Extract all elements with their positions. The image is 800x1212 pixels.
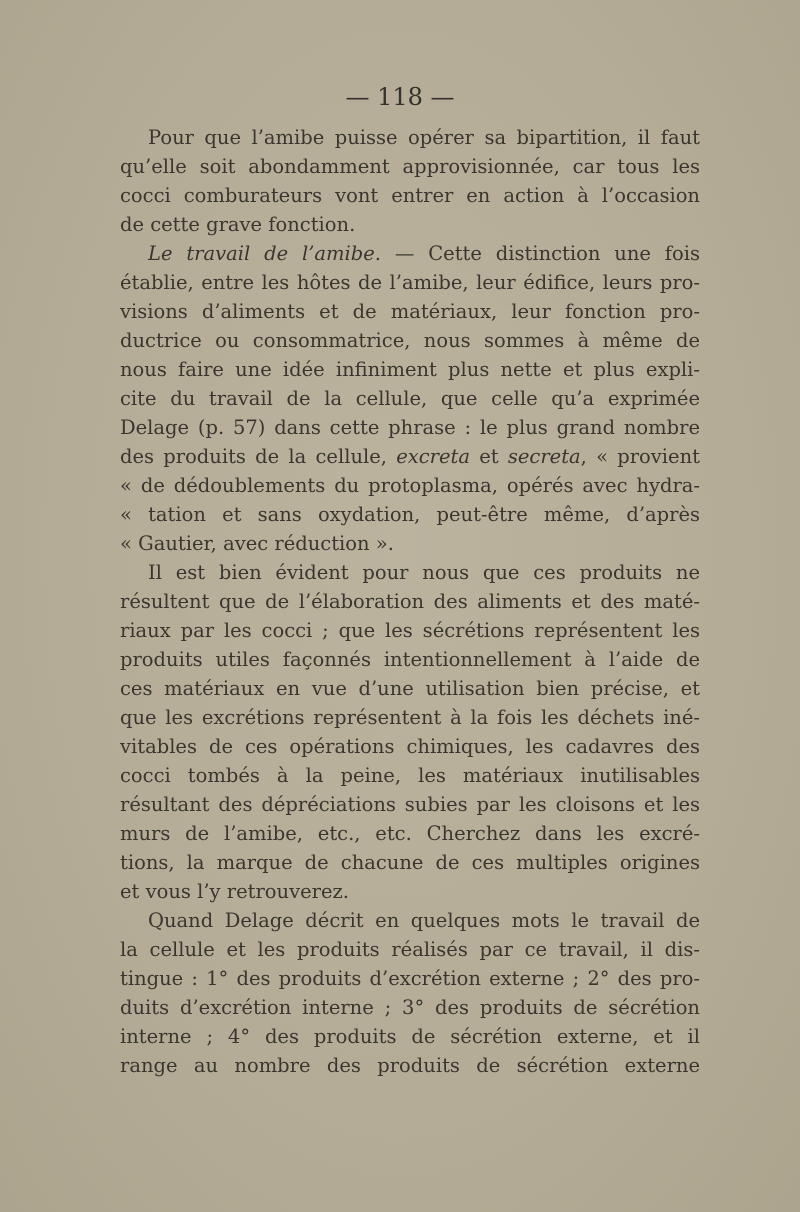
- page-number: — 118 —: [345, 83, 455, 111]
- text-line: Delage (p. 57) dans cette phrase : le plus grand nombre: [120, 416, 700, 439]
- text-line: établie, entre les hôtes de l’amibe, leur édifice, leurs pro-: [120, 271, 700, 294]
- text-line: résultent que de l’élaboration des aliments et des maté-: [120, 590, 700, 613]
- text-segment: et: [470, 445, 508, 468]
- text-line: cocci tombés à la peine, les matériaux inutilisables: [120, 764, 700, 787]
- text-line: Pour que l’amibe puisse opérer sa bipartition, il faut: [148, 126, 700, 149]
- text-line: « tation et sans oxydation, peut-être même, d’après: [120, 503, 700, 526]
- text-line: tions, la marque de chacune de ces multiples origines: [120, 851, 700, 874]
- text-line: ductrice ou consommatrice, nous sommes à même de: [120, 329, 700, 352]
- text-segment: — Cette distinction une fois: [381, 242, 701, 265]
- text-line: qu’elle soit abondamment approvisionnée, car tous les: [120, 155, 700, 178]
- text-line: riaux par les cocci ; que les sécrétions représentent les: [120, 619, 700, 642]
- text-line: range au nombre des produits de sécrétion externe: [120, 1054, 700, 1077]
- text-line: ces matériaux en vue d’une utilisation bien précise, et: [120, 677, 700, 700]
- text-line: Il est bien évident pour nous que ces produits ne: [148, 561, 700, 584]
- text-line: nous faire une idée infiniment plus nette et plus expli-: [120, 358, 700, 381]
- text-line: duits d’excrétion interne ; 3° des produits de sécrétion: [120, 996, 700, 1019]
- italic-text: secreta: [507, 445, 581, 468]
- text-line: vitables de ces opérations chimiques, les cadavres des: [120, 735, 700, 758]
- text-line: cite du travail de la cellule, que celle qu’a exprimée: [120, 387, 700, 410]
- text-line: cocci comburateurs vont entrer en action à l’occasion: [120, 184, 700, 207]
- text-line: produits utiles façonnés intentionnellement à l’aide de: [120, 648, 700, 671]
- text-line: « de dédoublements du protoplasma, opérés avec hydra-: [120, 474, 700, 497]
- text-line: résultant des dépréciations subies par les cloisons et les: [120, 793, 700, 816]
- text-line: « Gautier, avec réduction ».: [120, 532, 394, 555]
- italic-text: excreta: [396, 445, 471, 468]
- text-segment: , « provient: [580, 445, 700, 468]
- text-segment: des produits de la cellule,: [120, 445, 397, 468]
- text-line: Quand Delage décrit en quelques mots le travail de: [148, 909, 700, 932]
- text-line: interne ; 4° des produits de sécrétion externe, et il: [120, 1025, 700, 1048]
- body-text: [120, 123, 700, 1080]
- text-line: de cette grave fonction.: [120, 213, 356, 236]
- italic-text: Le travail de l’amibe.: [148, 242, 382, 265]
- text-line: murs de l’amibe, etc., etc. Cherchez dans les excré-: [120, 822, 700, 845]
- text-line: tingue : 1° des produits d’excrétion externe ; 2° des pro-: [120, 967, 700, 990]
- text-line: la cellule et les produits réalisés par ce travail, il dis-: [120, 938, 700, 961]
- text-line: et vous l’y retrouverez.: [120, 880, 349, 903]
- text-line: que les excrétions représentent à la fois les déchets iné-: [120, 706, 700, 729]
- text-line: [120, 239, 700, 268]
- text-line: [120, 442, 700, 471]
- text-line: visions d’aliments et de matériaux, leur fonction pro-: [120, 300, 700, 323]
